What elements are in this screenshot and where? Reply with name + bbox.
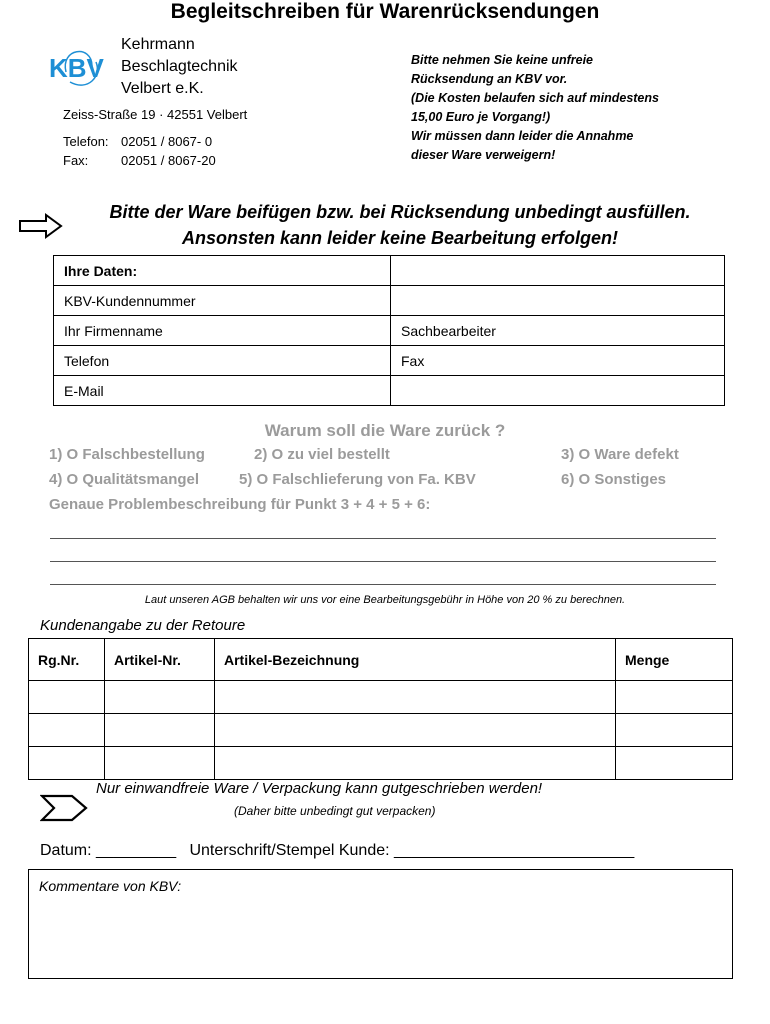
fax-label: Fax: (63, 153, 89, 168)
table-cell[interactable] (215, 747, 616, 780)
packaging-hint: (Daher bitte unbedingt gut verpacken) (234, 804, 436, 818)
reason-checkbox-4[interactable]: 4) O Qualitätsmangel (49, 471, 200, 488)
agb-note: Laut unseren AGB behalten wir uns vor eine Bearbeitungsgebühr in Höhe von 20 % zu berechnen. (144, 594, 626, 606)
column-invoice-number: Rg.Nr. (29, 639, 105, 681)
comments-label: Kommentare von KBV: (39, 878, 182, 894)
table-cell[interactable] (29, 747, 105, 780)
arrow-right-icon (19, 213, 63, 239)
fax-value: 02051 / 8067-20 (121, 153, 216, 168)
reason-checkbox-6[interactable]: 6) O Sonstiges (561, 471, 667, 488)
company-line-2: Beschlagtechnik (121, 58, 238, 75)
customer-number-blank[interactable] (391, 286, 725, 316)
table-row (29, 747, 733, 780)
problem-description-lines[interactable] (50, 516, 716, 585)
packaging-note: Nur einwandfreie Ware / Verpackung kann gutgeschrieben werden! (96, 780, 543, 797)
customer-number-field[interactable]: KBV-Kundennummer (54, 286, 391, 316)
table-cell[interactable] (215, 681, 616, 714)
notice-line: Rücksendung an KBV vor. (411, 72, 568, 86)
notice-line: Bitte nehmen Sie keine unfreie (411, 53, 593, 67)
signature-field[interactable]: ___________________________ (394, 842, 635, 859)
date-field[interactable]: _________ (96, 842, 177, 859)
description-line[interactable] (50, 562, 716, 585)
company-contact (63, 132, 216, 170)
chevron-arrow-icon (40, 794, 88, 822)
reason-checkbox-1[interactable]: 1) O Falschbestellung (49, 446, 205, 463)
instruction-line-2: Ansonsten kann leider keine Bearbeitung erfolgen! (181, 228, 619, 248)
clerk-field[interactable]: Sachbearbeiter (391, 316, 725, 346)
description-line[interactable] (50, 516, 716, 539)
signature-line (40, 842, 634, 860)
table-cell[interactable] (616, 681, 733, 714)
table-cell[interactable] (215, 714, 616, 747)
phone-label: Telefon: (63, 134, 109, 149)
table-cell[interactable] (105, 747, 215, 780)
instruction-line-1: Bitte der Ware beifügen bzw. bei Rücksendung unbedingt ausfüllen. (109, 202, 691, 222)
your-data-header: Ihre Daten: (54, 256, 391, 286)
company-line-1: Kehrmann (121, 36, 195, 53)
date-label: Datum: (40, 842, 92, 859)
email-field[interactable]: E-Mail (54, 376, 391, 406)
return-section-title: Kundenangabe zu der Retoure (40, 617, 246, 634)
notice-line: Wir müssen dann leider die Annahme (411, 129, 634, 143)
company-name (121, 34, 238, 100)
table-row (29, 681, 733, 714)
column-article-description: Artikel-Bezeichnung (215, 639, 616, 681)
column-quantity: Menge (616, 639, 733, 681)
notice-line: (Die Kosten belaufen sich auf mindestens (411, 91, 659, 105)
table-cell[interactable] (29, 714, 105, 747)
phone-field[interactable]: Telefon (54, 346, 391, 376)
reason-checkbox-2[interactable]: 2) O zu viel bestellt (254, 446, 390, 463)
fax-field[interactable]: Fax (391, 346, 725, 376)
email-blank[interactable] (391, 376, 725, 406)
return-reason-question: Warum soll die Ware zurück ? (264, 421, 506, 440)
kbv-comments-box[interactable] (28, 869, 733, 979)
table-cell[interactable] (616, 714, 733, 747)
table-cell[interactable] (105, 714, 215, 747)
table-cell[interactable] (105, 681, 215, 714)
fill-in-instruction (60, 199, 740, 251)
signature-label: Unterschrift/Stempel Kunde: (189, 842, 390, 859)
table-cell[interactable] (29, 681, 105, 714)
company-address: Zeiss-Straße 19 · 42551 Velbert (63, 107, 248, 122)
logo-text: KBV (49, 53, 104, 83)
phone-value: 02051 / 8067- 0 (121, 134, 213, 149)
reason-checkbox-5[interactable]: 5) O Falschlieferung von Fa. KBV (239, 471, 476, 488)
notice-line: dieser Ware verweigern! (411, 148, 556, 162)
company-name-field[interactable]: Ihr Firmenname (54, 316, 391, 346)
page-title: Begleitschreiben für Warenrücksendungen (170, 0, 600, 23)
table-cell[interactable] (616, 747, 733, 780)
description-line[interactable] (50, 539, 716, 562)
kbv-logo (48, 38, 112, 90)
problem-description-label: Genaue Problembeschreibung für Punkt 3 + 4 + 5 + 6: (49, 496, 431, 513)
customer-data-table (53, 255, 725, 406)
your-data-header-blank[interactable] (391, 256, 725, 286)
table-row (29, 714, 733, 747)
company-line-3: Velbert e.K. (121, 80, 204, 97)
column-article-number: Artikel-Nr. (105, 639, 215, 681)
reason-checkbox-3[interactable]: 3) O Ware defekt (561, 446, 679, 463)
notice-line: 15,00 Euro je Vorgang!) (411, 110, 551, 124)
unfree-shipment-notice (411, 51, 741, 165)
return-items-table (28, 638, 733, 780)
